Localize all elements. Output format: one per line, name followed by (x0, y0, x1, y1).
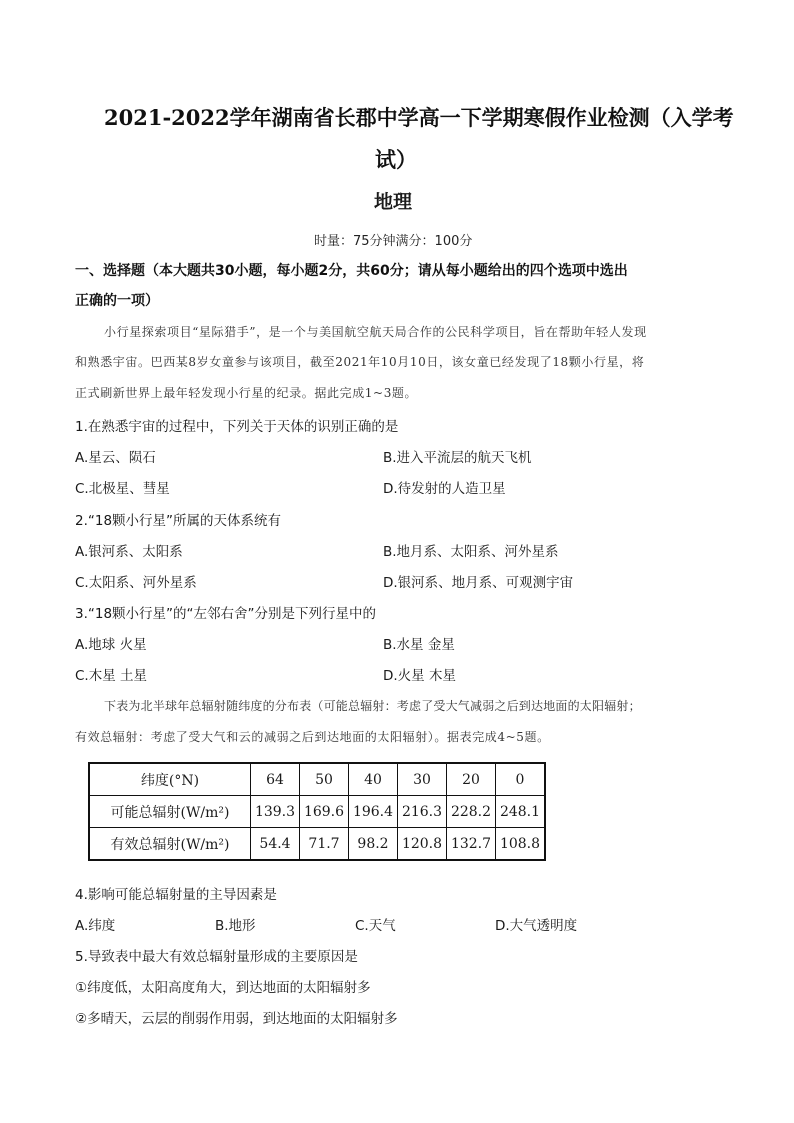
question-4-stem: 4.影响可能总辐射量的主导因素是 (75, 887, 277, 903)
page-title-line1: 2021-2022学年湖南省长郡中学高一下学期寒假作业检测（入学考 (104, 105, 734, 130)
section-heading-line2: 正确的一项） (75, 293, 159, 309)
table-cell: 139.3 (251, 796, 300, 828)
question-1-option-d: D.待发射的人造卫星 (383, 481, 506, 497)
question-4-option-b: B.地形 (215, 918, 256, 934)
question-4-option-a: A.纬度 (75, 918, 116, 934)
table-row-label: 有效总辐射(W/m²) (89, 828, 251, 861)
question-3-option-d: D.火星 木星 (383, 668, 456, 684)
passage-line: 有效总辐射：考虑了受大气和云的减弱之后到达地面的太阳辐射）。据表完成4~5题。 (75, 730, 550, 744)
table-header-cell: 纬度(°N) (89, 763, 251, 796)
table-cell: 169.6 (300, 796, 349, 828)
table-header-cell: 0 (496, 763, 546, 796)
table-cell: 228.2 (447, 796, 496, 828)
section-heading-line1: 一、选择题（本大题共30小题，每小题2分，共60分；请从每小题给出的四个选项中选出 (75, 263, 628, 279)
question-3-option-a: A.地球 火星 (75, 637, 147, 653)
question-4-option-d: D.大气透明度 (495, 918, 578, 934)
question-1-option-a: A.星云、陨石 (75, 450, 156, 466)
table-cell: 54.4 (251, 828, 300, 861)
question-2-option-a: A.银河系、太阳系 (75, 544, 183, 560)
table-cell: 71.7 (300, 828, 349, 861)
question-4-option-c: C.天气 (355, 918, 396, 934)
question-3-option-c: C.木星 土星 (75, 668, 148, 684)
question-1-option-c: C.北极星、彗星 (75, 481, 170, 497)
question-2-option-b: B.地月系、太阳系、河外星系 (383, 544, 559, 560)
table-header-row (89, 763, 545, 796)
table-cell: 120.8 (398, 828, 447, 861)
question-2-stem: 2.“18颗小行星”所属的天体系统有 (75, 513, 282, 529)
exam-time-info: 时量：75分钟满分：100分 (314, 234, 473, 249)
table-header-cell: 20 (447, 763, 496, 796)
table-cell: 98.2 (349, 828, 398, 861)
table-row (89, 828, 545, 861)
table-header-cell: 64 (251, 763, 300, 796)
question-2-option-c: C.太阳系、河外星系 (75, 575, 197, 591)
question-3-stem: 3.“18颗小行星”的“左邻右舍”分别是下列行星中的 (75, 606, 377, 622)
subject-title: 地理 (374, 191, 413, 213)
question-1-option-b: B.进入平流层的航天飞机 (383, 450, 532, 466)
table-row-label: 可能总辐射(W/m²) (89, 796, 251, 828)
page-title-line2: 试） (375, 147, 417, 172)
passage-line: 小行星探索项目“星际猎手”，是一个与美国航空航天局合作的公民科学项目，旨在帮助年轻人发现 (104, 325, 647, 339)
radiation-table (88, 762, 546, 861)
table-cell: 216.3 (398, 796, 447, 828)
table-cell: 132.7 (447, 828, 496, 861)
table-row (89, 796, 545, 828)
question-3-option-b: B.水星 金星 (383, 637, 455, 653)
table-cell: 108.8 (496, 828, 546, 861)
table-cell: 196.4 (349, 796, 398, 828)
passage-line: 和熟悉宇宙。巴西某8岁女童参与该项目，截至2021年10月10日，该女童已经发现了18颗小行星，将 (75, 355, 645, 369)
question-1-stem: 1.在熟悉宇宙的过程中，下列关于天体的识别正确的是 (75, 419, 399, 435)
passage-line: 正式刷新世界上最年轻发现小行星的纪录。据此完成1~3题。 (75, 386, 418, 400)
table-header-cell: 50 (300, 763, 349, 796)
question-2-option-d: D.银河系、地月系、可观测宇宙 (383, 575, 574, 591)
table-header-cell: 30 (398, 763, 447, 796)
question-5-item-2: ②多晴天，云层的削弱作用弱，到达地面的太阳辐射多 (75, 1011, 398, 1027)
passage-line: 下表为北半球年总辐射随纬度的分布表（可能总辐射：考虑了受大气减弱之后到达地面的太阳辐射； (104, 699, 641, 713)
table-header-cell: 40 (349, 763, 398, 796)
question-5-item-1: ①纬度低，太阳高度角大，到达地面的太阳辐射多 (75, 980, 371, 996)
table-cell: 248.1 (496, 796, 546, 828)
question-5-stem: 5.导致表中最大有效总辐射量形成的主要原因是 (75, 949, 358, 965)
